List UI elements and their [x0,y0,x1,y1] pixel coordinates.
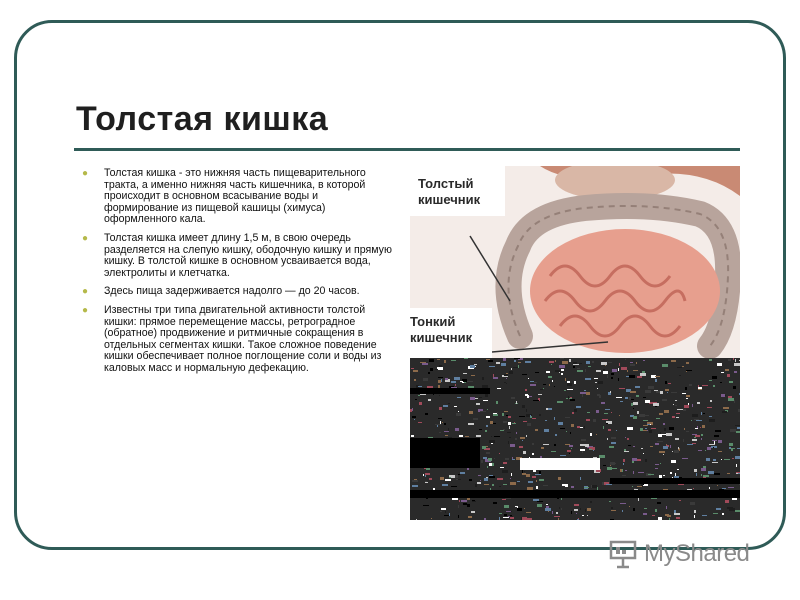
bullet-dot-icon: ● [82,286,89,298]
label-small-intestine [410,314,472,346]
watermark-logo [608,538,749,570]
bullet-item [82,286,394,298]
bullet-text: Толстая кишка имеет длину 1,5 м, в свою очередь разделяется на слепую кишку, ободочную кишку и прямую кишку. В толстой кишке в основном усваивается вода, электролиты и клетчатка. [104,231,392,279]
bullet-list [82,168,394,382]
image-corruption-noise [410,358,740,520]
bullet-text: Толстая кишка - это нижняя часть пищеварительного тракта, а именно нижняя часть кишечника, в которой происходит в основном всасывание воды и формирование из пищевой кашицы (химуса) оформленного кала. [104,167,366,226]
label-line: кишечник [418,192,481,207]
bullet-dot-icon: ● [82,304,89,316]
presentation-board-icon [608,539,638,569]
bullet-item [82,168,394,226]
intestine-illustration [410,166,740,520]
bullet-dot-icon: ● [82,168,89,179]
label-line: кишечник [410,330,473,345]
title-divider [74,148,740,151]
watermark-text: MyShared [644,540,750,567]
bullet-item [82,233,394,279]
label-line: Тонкий [410,314,456,329]
label-line: Толстый [418,176,474,191]
bullet-dot-icon: ● [82,232,89,244]
bullet-item [82,305,394,375]
bullet-text: Здесь пища задерживается надолго — до 20 часов. [104,285,360,298]
label-large-intestine [418,176,480,208]
bullet-text: Известны три типа двигательной активности толстой кишки: прямое перемещение массы, ретроградное (обратное) продвижение и ритмичные сокращения в отдельных сегментах кишки. Такое сложное поведение кишки обеспечивает полное поглощение соли и воды из каловых масс и нормальную дефекацию. [104,303,382,374]
slide-title: Толстая кишка [76,100,329,138]
